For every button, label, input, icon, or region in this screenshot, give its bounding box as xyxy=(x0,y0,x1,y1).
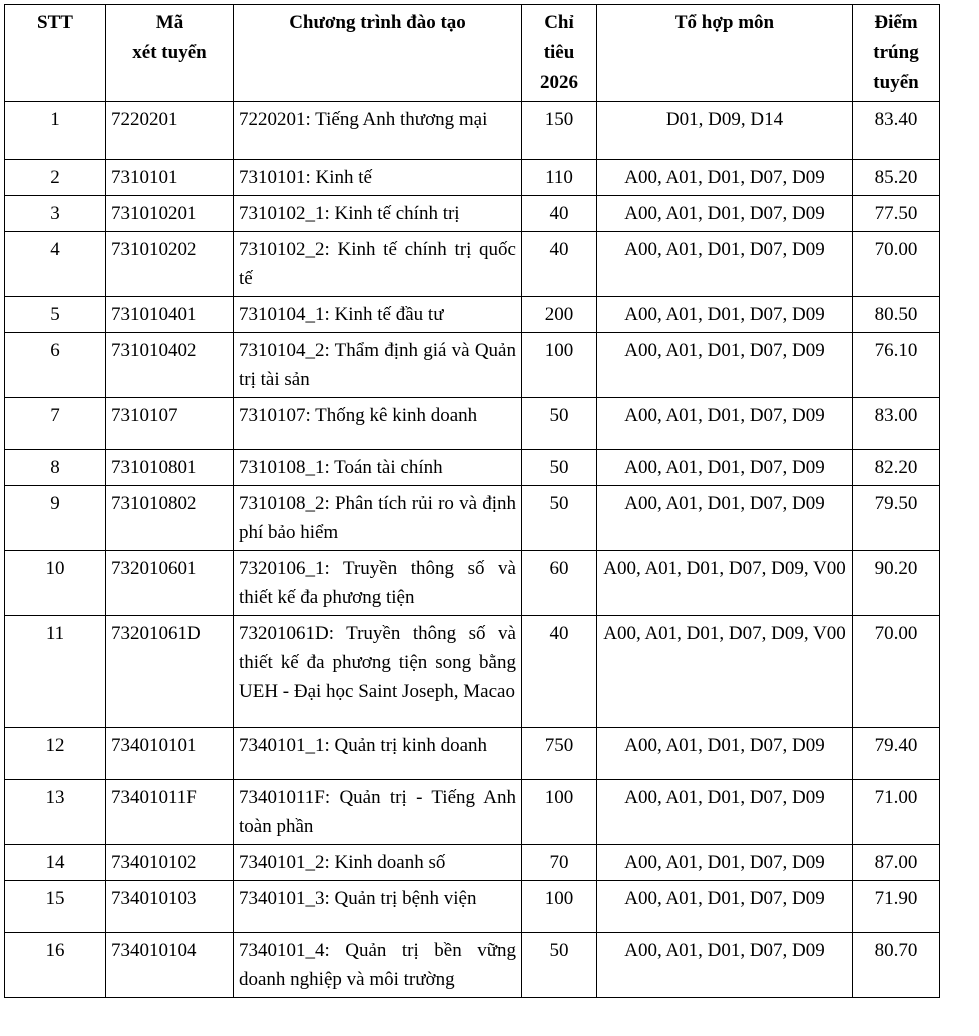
cell-combo: A00, A01, D01, D07, D09 xyxy=(597,728,853,780)
cell-combo: A00, A01, D01, D07, D09 xyxy=(597,881,853,933)
cell-combo: A00, A01, D01, D07, D09 xyxy=(597,232,853,297)
cell-code: 731010202 xyxy=(106,232,234,297)
cell-quota: 100 xyxy=(522,333,597,398)
table-row xyxy=(5,450,940,486)
cell-program: 73401011F: Quản trị - Tiếng Anh toàn phần xyxy=(234,780,522,845)
cell-quota: 40 xyxy=(522,232,597,297)
cell-stt: 14 xyxy=(5,845,106,881)
table-body xyxy=(5,102,940,998)
header-score xyxy=(853,5,940,102)
cell-combo: A00, A01, D01, D07, D09 xyxy=(597,160,853,196)
cell-stt: 1 xyxy=(5,102,106,160)
table-row xyxy=(5,486,940,551)
table-row xyxy=(5,616,940,728)
cell-quota: 60 xyxy=(522,551,597,616)
cell-program: 73201061D: Truyền thông số và thiết kế đa phương tiện song bằng UEH - Đại học Saint Joseph, Macao xyxy=(234,616,522,728)
cell-stt: 5 xyxy=(5,297,106,333)
table-row xyxy=(5,551,940,616)
table-row xyxy=(5,881,940,933)
admission-scores-table xyxy=(4,4,940,998)
header-score-line1: Điểm xyxy=(874,12,918,33)
cell-program: 7310101: Kinh tế xyxy=(234,160,522,196)
cell-code: 731010402 xyxy=(106,333,234,398)
header-quota-line1: Chỉ xyxy=(544,12,574,33)
cell-score: 83.00 xyxy=(853,398,940,450)
cell-combo: A00, A01, D01, D07, D09 xyxy=(597,297,853,333)
cell-score: 83.40 xyxy=(853,102,940,160)
table-row xyxy=(5,160,940,196)
cell-code: 734010101 xyxy=(106,728,234,780)
table-row xyxy=(5,196,940,232)
cell-code: 731010801 xyxy=(106,450,234,486)
cell-quota: 200 xyxy=(522,297,597,333)
cell-stt: 9 xyxy=(5,486,106,551)
cell-code: 7310107 xyxy=(106,398,234,450)
cell-quota: 150 xyxy=(522,102,597,160)
cell-quota: 70 xyxy=(522,845,597,881)
cell-stt: 8 xyxy=(5,450,106,486)
header-code-line1: Mã xyxy=(155,12,184,33)
cell-quota: 100 xyxy=(522,780,597,845)
cell-combo: A00, A01, D01, D07, D09 xyxy=(597,196,853,232)
cell-quota: 40 xyxy=(522,616,597,728)
cell-combo: D01, D09, D14 xyxy=(597,102,853,160)
cell-code: 73401011F xyxy=(106,780,234,845)
cell-stt: 10 xyxy=(5,551,106,616)
header-quota-line3: 2026 xyxy=(540,72,578,93)
cell-code: 732010601 xyxy=(106,551,234,616)
cell-program: 7310102_2: Kinh tế chính trị quốc tế xyxy=(234,232,522,297)
cell-score: 79.40 xyxy=(853,728,940,780)
cell-program: 7310108_1: Toán tài chính xyxy=(234,450,522,486)
cell-score: 79.50 xyxy=(853,486,940,551)
cell-quota: 40 xyxy=(522,196,597,232)
cell-score: 82.20 xyxy=(853,450,940,486)
cell-combo: A00, A01, D01, D07, D09 xyxy=(597,780,853,845)
cell-score: 90.20 xyxy=(853,551,940,616)
table-row xyxy=(5,333,940,398)
cell-combo: A00, A01, D01, D07, D09 xyxy=(597,333,853,398)
cell-score: 77.50 xyxy=(853,196,940,232)
table-row xyxy=(5,398,940,450)
table-row xyxy=(5,102,940,160)
cell-code: 73201061D xyxy=(106,616,234,728)
cell-stt: 12 xyxy=(5,728,106,780)
cell-code: 734010102 xyxy=(106,845,234,881)
cell-score: 85.20 xyxy=(853,160,940,196)
cell-program: 7310107: Thống kê kinh doanh xyxy=(234,398,522,450)
cell-stt: 13 xyxy=(5,780,106,845)
cell-stt: 4 xyxy=(5,232,106,297)
cell-quota: 750 xyxy=(522,728,597,780)
cell-code: 734010104 xyxy=(106,933,234,998)
cell-code: 7310101 xyxy=(106,160,234,196)
cell-score: 70.00 xyxy=(853,232,940,297)
cell-program: 7340101_3: Quản trị bệnh viện xyxy=(234,881,522,933)
cell-quota: 50 xyxy=(522,933,597,998)
table-header-row xyxy=(5,5,940,102)
table-row xyxy=(5,780,940,845)
header-score-line2: trúng xyxy=(873,42,919,63)
table-row xyxy=(5,728,940,780)
table-row xyxy=(5,232,940,297)
cell-program: 7310104_1: Kinh tế đầu tư xyxy=(234,297,522,333)
header-stt: STT xyxy=(5,5,106,102)
cell-code: 734010103 xyxy=(106,881,234,933)
cell-program: 7320106_1: Truyền thông số và thiết kế đa phương tiện xyxy=(234,551,522,616)
cell-combo: A00, A01, D01, D07, D09 xyxy=(597,450,853,486)
cell-quota: 110 xyxy=(522,160,597,196)
cell-score: 71.00 xyxy=(853,780,940,845)
cell-score: 80.70 xyxy=(853,933,940,998)
cell-program: 7310102_1: Kinh tế chính trị xyxy=(234,196,522,232)
cell-stt: 16 xyxy=(5,933,106,998)
cell-quota: 100 xyxy=(522,881,597,933)
header-score-line3: tuyển xyxy=(873,72,919,93)
cell-quota: 50 xyxy=(522,486,597,551)
header-quota-line2: tiêu xyxy=(543,42,575,63)
cell-code: 731010401 xyxy=(106,297,234,333)
cell-score: 76.10 xyxy=(853,333,940,398)
cell-program: 7310108_2: Phân tích rủi ro và định phí bảo hiểm xyxy=(234,486,522,551)
cell-combo: A00, A01, D01, D07, D09 xyxy=(597,933,853,998)
cell-quota: 50 xyxy=(522,450,597,486)
cell-stt: 6 xyxy=(5,333,106,398)
cell-code: 731010201 xyxy=(106,196,234,232)
cell-program: 7340101_1: Quản trị kinh doanh xyxy=(234,728,522,780)
cell-stt: 3 xyxy=(5,196,106,232)
cell-code: 731010802 xyxy=(106,486,234,551)
cell-score: 80.50 xyxy=(853,297,940,333)
cell-combo: A00, A01, D01, D07, D09 xyxy=(597,398,853,450)
cell-combo: A00, A01, D01, D07, D09 xyxy=(597,486,853,551)
table-row xyxy=(5,297,940,333)
cell-combo: A00, A01, D01, D07, D09, V00 xyxy=(597,551,853,616)
cell-quota: 50 xyxy=(522,398,597,450)
cell-stt: 7 xyxy=(5,398,106,450)
cell-code: 7220201 xyxy=(106,102,234,160)
cell-program: 7220201: Tiếng Anh thương mại xyxy=(234,102,522,160)
header-quota xyxy=(522,5,597,102)
header-program: Chương trình đào tạo xyxy=(234,5,522,102)
cell-program: 7340101_2: Kinh doanh số xyxy=(234,845,522,881)
cell-score: 71.90 xyxy=(853,881,940,933)
header-code xyxy=(106,5,234,102)
cell-combo: A00, A01, D01, D07, D09 xyxy=(597,845,853,881)
header-code-line2: xét tuyển xyxy=(132,42,207,63)
cell-program: 7340101_4: Quản trị bền vững doanh nghiệp và môi trường xyxy=(234,933,522,998)
cell-program: 7310104_2: Thẩm định giá và Quản trị tài sản xyxy=(234,333,522,398)
cell-stt: 15 xyxy=(5,881,106,933)
header-combo: Tổ hợp môn xyxy=(597,5,853,102)
cell-score: 70.00 xyxy=(853,616,940,728)
cell-stt: 2 xyxy=(5,160,106,196)
cell-score: 87.00 xyxy=(853,845,940,881)
cell-stt: 11 xyxy=(5,616,106,728)
cell-combo: A00, A01, D01, D07, D09, V00 xyxy=(597,616,853,728)
table-row xyxy=(5,845,940,881)
table-row xyxy=(5,933,940,998)
